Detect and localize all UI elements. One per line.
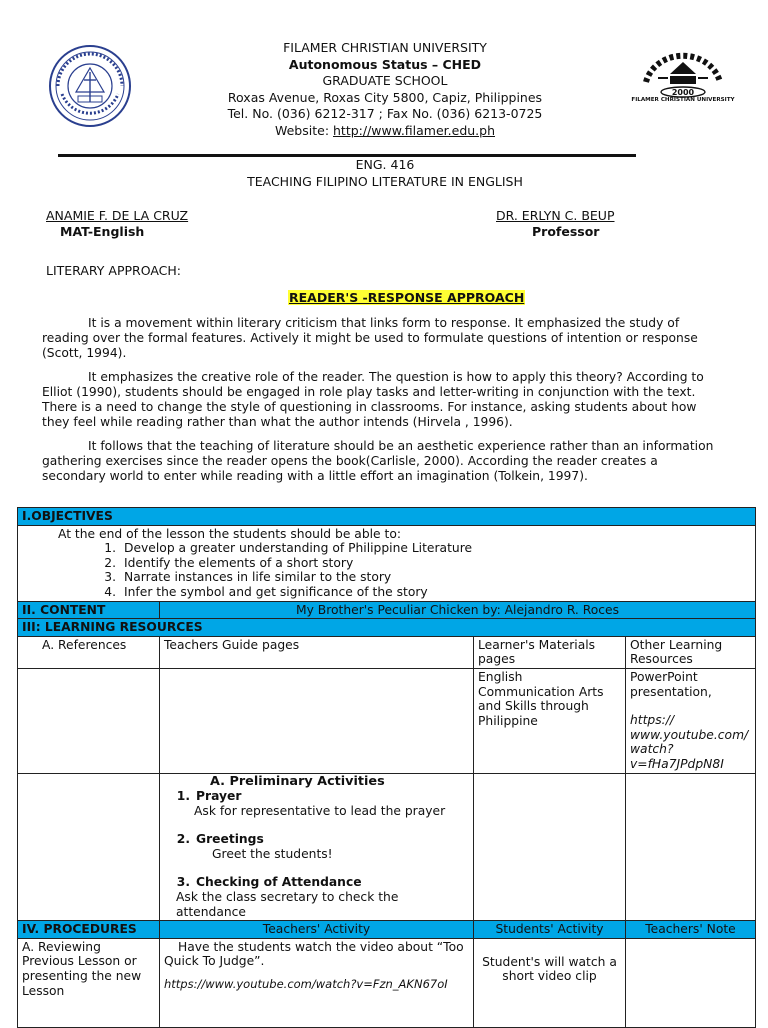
empty-cell — [626, 938, 756, 1027]
powerpoint-text: PowerPoint presentation, — [630, 669, 712, 699]
university-seal-logo — [48, 44, 132, 128]
empty-cell — [18, 668, 160, 773]
autonomous-status: Autonomous Status – CHED — [288, 56, 482, 72]
objective-item: 4. Infer the symbol and get significance of the story — [104, 584, 428, 599]
paragraph-3 — [42, 439, 718, 484]
review-student-cell: Student's will watch a short video clip — [474, 938, 626, 1027]
students-activity-header: Students' Activity — [474, 921, 626, 939]
university-name: FILAMER CHRISTIAN UNIVERSITY — [283, 40, 487, 55]
logo-year: 2000 — [671, 88, 695, 97]
review-row — [18, 938, 756, 1027]
address: Roxas Avenue, Roxas City 5800, Capiz, Philippines — [227, 89, 543, 105]
other-resources-value — [626, 668, 756, 773]
website-label: Website: — [274, 122, 333, 138]
graduate-school-logo — [628, 38, 738, 112]
approach-name: READER'S -RESPONSE APPROACH — [289, 290, 525, 305]
objectives-list — [58, 541, 751, 599]
teachers-note-header: Teachers' Note — [626, 921, 756, 939]
objectives-intro: At the end of the lesson the students should be able to: — [58, 526, 402, 541]
content-header: II. CONTENT — [18, 601, 160, 619]
empty-cell — [626, 773, 756, 921]
course-code: ENG. 416 — [355, 157, 415, 172]
tg-pages-label: Teachers Guide pages — [160, 636, 474, 668]
student-name: ANAMIE F. DE LA CRUZ — [46, 208, 189, 223]
prelim-item-attendance: 3. Checking of Attendance Ask the class secretary to check the attendance — [176, 875, 399, 919]
lm-pages-label: Learner's Materials pages — [474, 636, 626, 668]
resources-header-row — [18, 619, 756, 637]
objectives-row — [18, 525, 756, 601]
objectives-header-row — [18, 508, 756, 526]
paragraph-1 — [42, 316, 718, 361]
preliminary-cell — [160, 773, 474, 921]
content-value: My Brother's Peculiar Chicken by: Alejandro R. Roces — [160, 601, 756, 619]
empty-cell — [160, 668, 474, 773]
prelim-item-greetings: 2. Greetings Greet the students! — [176, 832, 333, 861]
professor-name: DR. ERLYN C. BEUP — [496, 208, 615, 223]
phone-fax: Tel. No. (036) 6212-317 ; Fax No. (036) 6213-0725 — [227, 106, 543, 121]
paragraph-2 — [42, 370, 718, 430]
objective-item: 3. Narrate instances in life similar to the story — [104, 570, 392, 585]
review-label: A. Reviewing Previous Lesson or presenting the new Lesson — [18, 938, 160, 1027]
professor-block — [496, 208, 615, 240]
paragraph-2-text: It emphasizes the creative role of the reader. The question is how to apply this theory? According to Elliot (1990), students should be engaged in role play tasks and letter-writing in conjunction with the text. There is a need to change the style of questioning in classrooms. For instance, asking students about how they feel while reading rather than what the author intends (Hirvela , 1996). — [42, 370, 704, 429]
student-role: MAT-English — [60, 224, 145, 239]
logo-caption: FILAMER CHRISTIAN UNIVERSITY — [631, 97, 735, 103]
course-title: TEACHING FILIPINO LITERATURE IN ENGLISH — [247, 174, 523, 189]
video-link[interactable]: https:// www.youtube.com/ watch? v=fHa7JPdpN8I — [630, 713, 749, 771]
references-label: A. References — [18, 636, 160, 668]
paragraph-1-text: It is a movement within literary criticism that links form to response. It emphasized the study of reading over the formal features. Actively it might be used to formulate questions of intention or response (Scott, 1994). — [42, 316, 698, 360]
school-name: GRADUATE SCHOOL — [322, 73, 448, 88]
teachers-activity-header: Teachers' Activity — [160, 921, 474, 939]
preliminary-row — [18, 773, 756, 921]
literary-approach-label: LITERARY APPROACH: — [46, 263, 182, 278]
review-teacher-text: Have the students watch the video about “Too Quick To Judge”. — [164, 939, 464, 969]
resources-labels-row — [18, 636, 756, 668]
review-video-link[interactable]: https://www.youtube.com/watch?v=Fzn_AKN67oI — [164, 977, 448, 992]
resources-values-row — [18, 668, 756, 773]
paragraph-3-text: It follows that the teaching of literature should be an aesthetic experience rather than an information gathering exercises since the reader opens the book(Carlisle, 2000). According the reader creates a secondary world to enter while reading with a little effort an imagination (Tolkein, 1997). — [42, 439, 714, 483]
content-row — [18, 601, 756, 619]
student-block — [46, 208, 188, 240]
objective-item: 1. Develop a greater understanding of Philippine Literature — [104, 541, 473, 556]
website-link[interactable]: http://www.filamer.edu.ph — [333, 122, 496, 138]
other-resources-label: Other Learning Resources — [626, 636, 756, 668]
objectives-cell — [18, 525, 756, 601]
resources-header: III: LEARNING RESOURCES — [18, 619, 756, 637]
procedures-header: IV. PROCEDURES — [18, 921, 160, 939]
empty-cell — [18, 773, 160, 921]
course-info — [150, 156, 620, 190]
objectives-header: I.OBJECTIVES — [18, 508, 756, 526]
professor-role: Professor — [532, 224, 600, 239]
prelim-item-prayer: 1. Prayer Ask for representative to lead the prayer — [176, 789, 446, 818]
empty-cell — [474, 773, 626, 921]
website-line — [150, 123, 620, 140]
objective-item: 2. Identify the elements of a short story — [104, 555, 354, 570]
lm-value: English Communication Arts and Skills through Philippine — [474, 668, 626, 773]
letterhead — [150, 40, 620, 139]
preliminary-title: A. Preliminary Activities — [210, 773, 385, 789]
lesson-plan-table — [17, 507, 756, 1028]
procedures-header-row — [18, 921, 756, 939]
review-teacher-cell — [160, 938, 474, 1027]
